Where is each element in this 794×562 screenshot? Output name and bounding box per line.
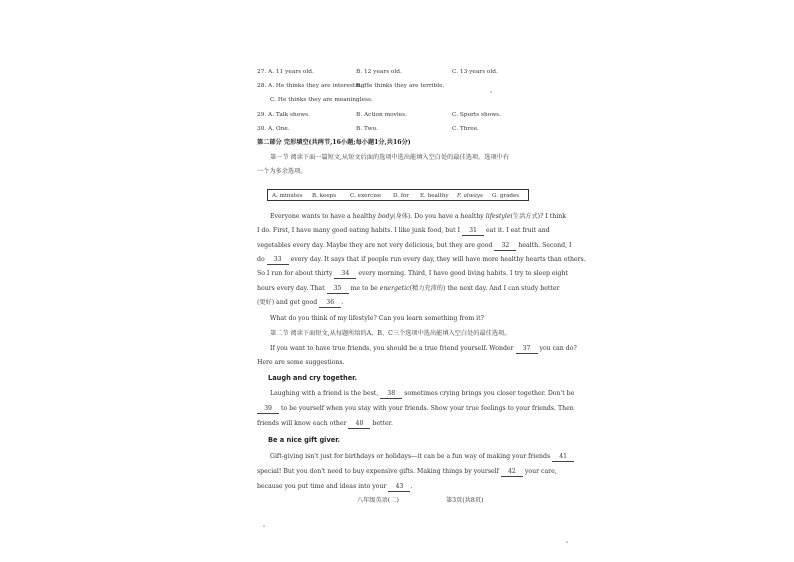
q27-option-b: B. 12 years old. [356, 69, 402, 75]
footer-subject: 八年级英语(二) [357, 497, 399, 504]
q30-option-a: 30. A. One. [257, 126, 290, 132]
passage1-line7: (更好) and get good 36 . [257, 299, 344, 306]
passage2-line1: If you want to have true friends, you should be a true friend yourself. Wonder 37 you can do? [270, 345, 577, 352]
heading-gift-giver: Be a nice gift giver. [268, 436, 341, 444]
q29-option-a: 29. A. Talk shows. [257, 112, 310, 118]
word-option-e: E. healthy [420, 192, 449, 199]
q27-option-c: C. 13 years old. [452, 69, 498, 75]
q30-option-b: B. Two. [356, 126, 378, 132]
footer-page-number: 第3页(共8页) [446, 497, 484, 504]
word-option-g: G. grades [492, 192, 520, 199]
passage1-line6: hours every day. That 35 me to be energetic(精力充沛的) the next day. And I can study better [257, 285, 560, 292]
blank-32[interactable]: 32 [494, 242, 516, 251]
word-options-box [267, 189, 529, 201]
blank-35[interactable]: 35 [327, 285, 349, 294]
q28-option-b: B. He thinks they are terrible. [356, 83, 445, 89]
passage1-line8: What do you think of my lifestyle? Can you learn something from it? [270, 315, 484, 322]
passage1-line4: do 33 every day. It says that if people run every day, they will have more healthy hearts than others. [257, 256, 586, 263]
blank-31[interactable]: 31 [462, 227, 484, 236]
blank-36[interactable]: 36 [319, 299, 341, 308]
blank-40[interactable]: 40 [348, 420, 370, 429]
heading-laugh-and-cry: Laugh and cry together. [268, 374, 357, 382]
passage2-line7: special! But you don't need to buy expensive gifts. Making things by yourself 42 your care, [257, 468, 557, 475]
section2-instruction: 第二节 阅读下面短文,从每题所给的A、B、C三个选项中选出能填入空白处的最佳选项。 [270, 330, 511, 337]
q30-option-c: C. Three. [452, 126, 479, 132]
blank-39[interactable]: 39 [257, 405, 279, 414]
passage2-line4: 39 to be yourself when you stay with your friends. Show your true feelings to your friends. Then [257, 405, 574, 414]
passage1-line1: Everyone wants to have a healthy body(身体). Do you have a healthy lifestyle(生活方式)? I think [270, 213, 566, 220]
passage1-line2: I do. First, I have many good eating habits. I like junk food, but I 31 eat it. I eat fruit and [257, 227, 550, 234]
q27-option-a: 27. A. 11 years old. [257, 69, 314, 75]
q29-option-c: C. Sports shows. [452, 112, 501, 118]
word-option-a: A. minutes [272, 192, 303, 199]
section1-instruction-line1: 第一节 阅读下面一篇短文,从短文后面的选项中选出能填入空白处的最佳选项。选项中有 [270, 154, 510, 161]
blank-43[interactable]: 43 [388, 483, 410, 492]
part2-heading: 第二部分 完形填空(共两节,16小题;每小题1分,共16分) [257, 139, 411, 146]
passage2-line5: friends will know each other 40 better. [257, 420, 393, 427]
blank-42[interactable]: 42 [501, 468, 523, 477]
word-option-d: D. for [393, 192, 409, 199]
blank-37[interactable]: 37 [516, 345, 538, 354]
q28-option-a: 28. A. He thinks they are interesting. [257, 83, 367, 89]
passage2-line2: Here are some suggestions. [257, 359, 345, 366]
scan-speck [566, 541, 568, 543]
passage2-line3: Laughing with a friend is the best, 38 sometimes crying brings you closer together. Don't be [270, 390, 575, 397]
word-option-b: B. keeps [312, 192, 337, 199]
blank-33[interactable]: 33 [267, 256, 289, 265]
blank-34[interactable]: 34 [334, 270, 356, 279]
blank-38[interactable]: 38 [380, 390, 402, 399]
word-option-c: C. exercise [350, 192, 382, 199]
passage2-line6: Gift-giving isn't just for birthdays or holidays—it can be a fun way of making your friends 41 [270, 453, 574, 462]
q29-option-b: B. Action movies. [356, 112, 407, 118]
passage2-line8: because you put time and ideas into your 43 . [257, 483, 413, 490]
word-option-f: F. always [457, 192, 483, 199]
scan-speck [263, 525, 265, 527]
scan-speck [490, 91, 492, 93]
passage1-line5: So I run for about thirty 34 every morning. Third, I have good living habits. I try to sleep eight [257, 270, 568, 277]
q28-option-c: C. He thinks they are meaningless. [270, 97, 373, 103]
passage1-line3: vegetables every day. Maybe they are not very delicious, but they are good 32 health. Second, I [257, 242, 572, 249]
blank-41[interactable]: 41 [552, 453, 574, 462]
section1-instruction-line2: 一个为多余选项。 [257, 168, 307, 175]
